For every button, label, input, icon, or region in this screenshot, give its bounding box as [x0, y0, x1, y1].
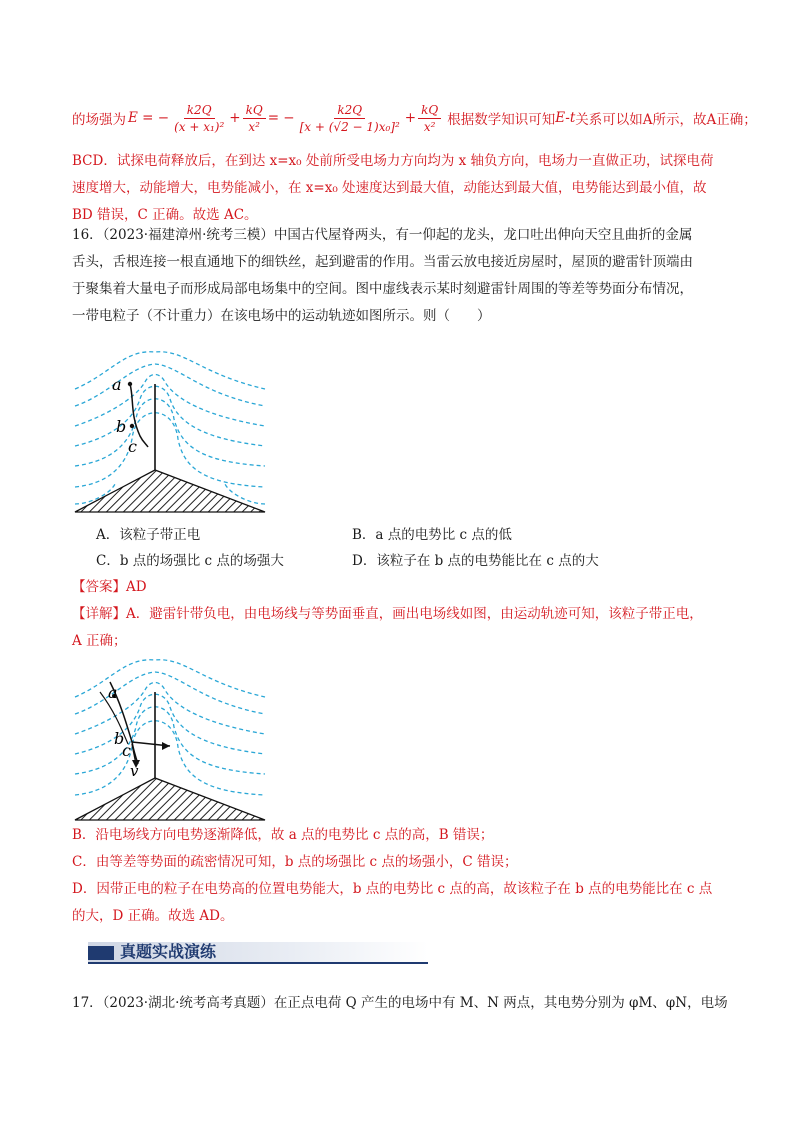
roof-base: [75, 470, 265, 512]
q16-line-1: 16．（2023·福建漳州·统考三模）中国古代屋脊两头，有一仰起的龙头，龙口吐出伸向天空且曲折的金属: [72, 227, 693, 243]
formula-fraction-4: $\frac{kQ}{\text{x²}}$: [418, 102, 441, 135]
velocity-label: v: [130, 762, 139, 780]
detail-a-line-2: A 正确；: [72, 633, 127, 649]
formula-fraction-1: $\frac{k2Q}{\text{(x + x₁)²}}$: [174, 102, 225, 134]
equipotential-lines-2: [75, 660, 265, 795]
point-label-c: c: [128, 437, 137, 456]
answer-line: 【答案】AD: [72, 579, 147, 595]
roof-base-2: [75, 778, 265, 820]
point-label-b: b: [116, 417, 127, 436]
bcd-line-3: BD 错误，C 正确。故选 AC。: [72, 207, 258, 223]
field-formula-line: 的场强为 E = − $\frac{k2Q}{\text{(x + x₁)²}}$ + $\frac{kQ}{\text{x²}}$ = − $\frac{k2Q}{\text{[x + (√2 − 1)x₀]²}}$ + $\frac{kQ}{\text{x²}}$ 根据数学知识可知 E-t 关系可以如A所示，故A正确；: [72, 102, 757, 134]
formula-lhs: E = −: [128, 110, 170, 126]
point-label-a: a: [112, 375, 122, 394]
formula-tail: 根据数学知识可知: [447, 112, 556, 128]
question-16: [72, 222, 732, 330]
formula-fraction-2: $\frac{kQ}{\text{x²}}$: [243, 102, 266, 135]
bcd-line-1: BCD．试探电荷释放后，在到达 x=x₀ 处前所受电场力方向均为 x 轴负方向，电场力一直做正功，试探电荷: [72, 153, 714, 169]
q17-line-1: 17．（2023·湖北·统考高考真题）在正点电荷 Q 产生的电场中有 M、N 两点，其电势分别为 φM、φN，电场: [72, 995, 728, 1011]
section-title: 真题实战演练: [120, 942, 217, 961]
bcd-line-2: 速度增大，动能增大，电势能减小，在 x=x₀ 处速度达到最大值，动能达到最大值，电势能达到最小值，故: [72, 180, 707, 196]
point-label-c-2: c: [122, 741, 131, 760]
point-label-b-2: b: [114, 729, 125, 748]
figure-equipotential-1: [70, 344, 270, 514]
detail-b-line: B．沿电场线方向电势逐渐降低，故 a 点的电势比 c 点的高，B 错误；: [72, 827, 494, 843]
detail-c-line: C．由等差等势面的疏密情况可知，b 点的场强比 c 点的场强小，C 错误；: [72, 854, 518, 870]
formula-intro: 的场强为: [72, 112, 126, 128]
option-a[interactable]: A．该粒子带正电: [96, 527, 201, 543]
figure-equipotential-2: [70, 652, 270, 822]
q16-options: [96, 522, 716, 578]
q16-line-2: 舌头，舌根连接一根直通地下的细铁丝，起到避雷的作用。当雷云放电接近房屋时，屋顶的避雷针顶端由: [72, 254, 693, 270]
option-c[interactable]: C．b 点的场强比 c 点的场强大: [96, 553, 284, 569]
q16-line-3: 于聚集着大量电子而形成局部电场集中的空间。图中虚线表示某时刻避雷针周围的等差等势面分布情况，: [72, 281, 693, 297]
option-d[interactable]: D．该粒子在 b 点的电势能比在 c 点的大: [352, 553, 599, 569]
detail-d-line-1: D．因带正电的粒子在电势高的位置电势能大，b 点的电势比 c 点的高，故该粒子在 b 点的电势能比在 c 点: [72, 881, 713, 897]
q16-detail-rest: [72, 822, 732, 930]
question-17: [72, 990, 732, 1017]
section-header: [88, 942, 428, 966]
detail-a-line-1: 【详解】A．避雷针带负电，由电场线与等势面垂直，画出电场线如图，由运动轨迹可知，该粒子带正电，: [72, 606, 703, 622]
prev-solution: [72, 96, 757, 229]
formula-fraction-3: $\frac{k2Q}{\text{[x + (√2 − 1)x₀]²}}$: [299, 102, 400, 134]
section-marker: [88, 946, 114, 960]
point-label-a-2: a: [108, 683, 118, 702]
q16-line-4: 一带电粒子（不计重力）在该电场中的运动轨迹如图所示。则（ ）: [72, 308, 491, 324]
detail-d-line-2: 的大，D 正确。故选 AD。: [72, 908, 234, 924]
option-b[interactable]: B．a 点的电势比 c 点的低: [352, 527, 512, 543]
q16-answer-block: [72, 574, 732, 655]
